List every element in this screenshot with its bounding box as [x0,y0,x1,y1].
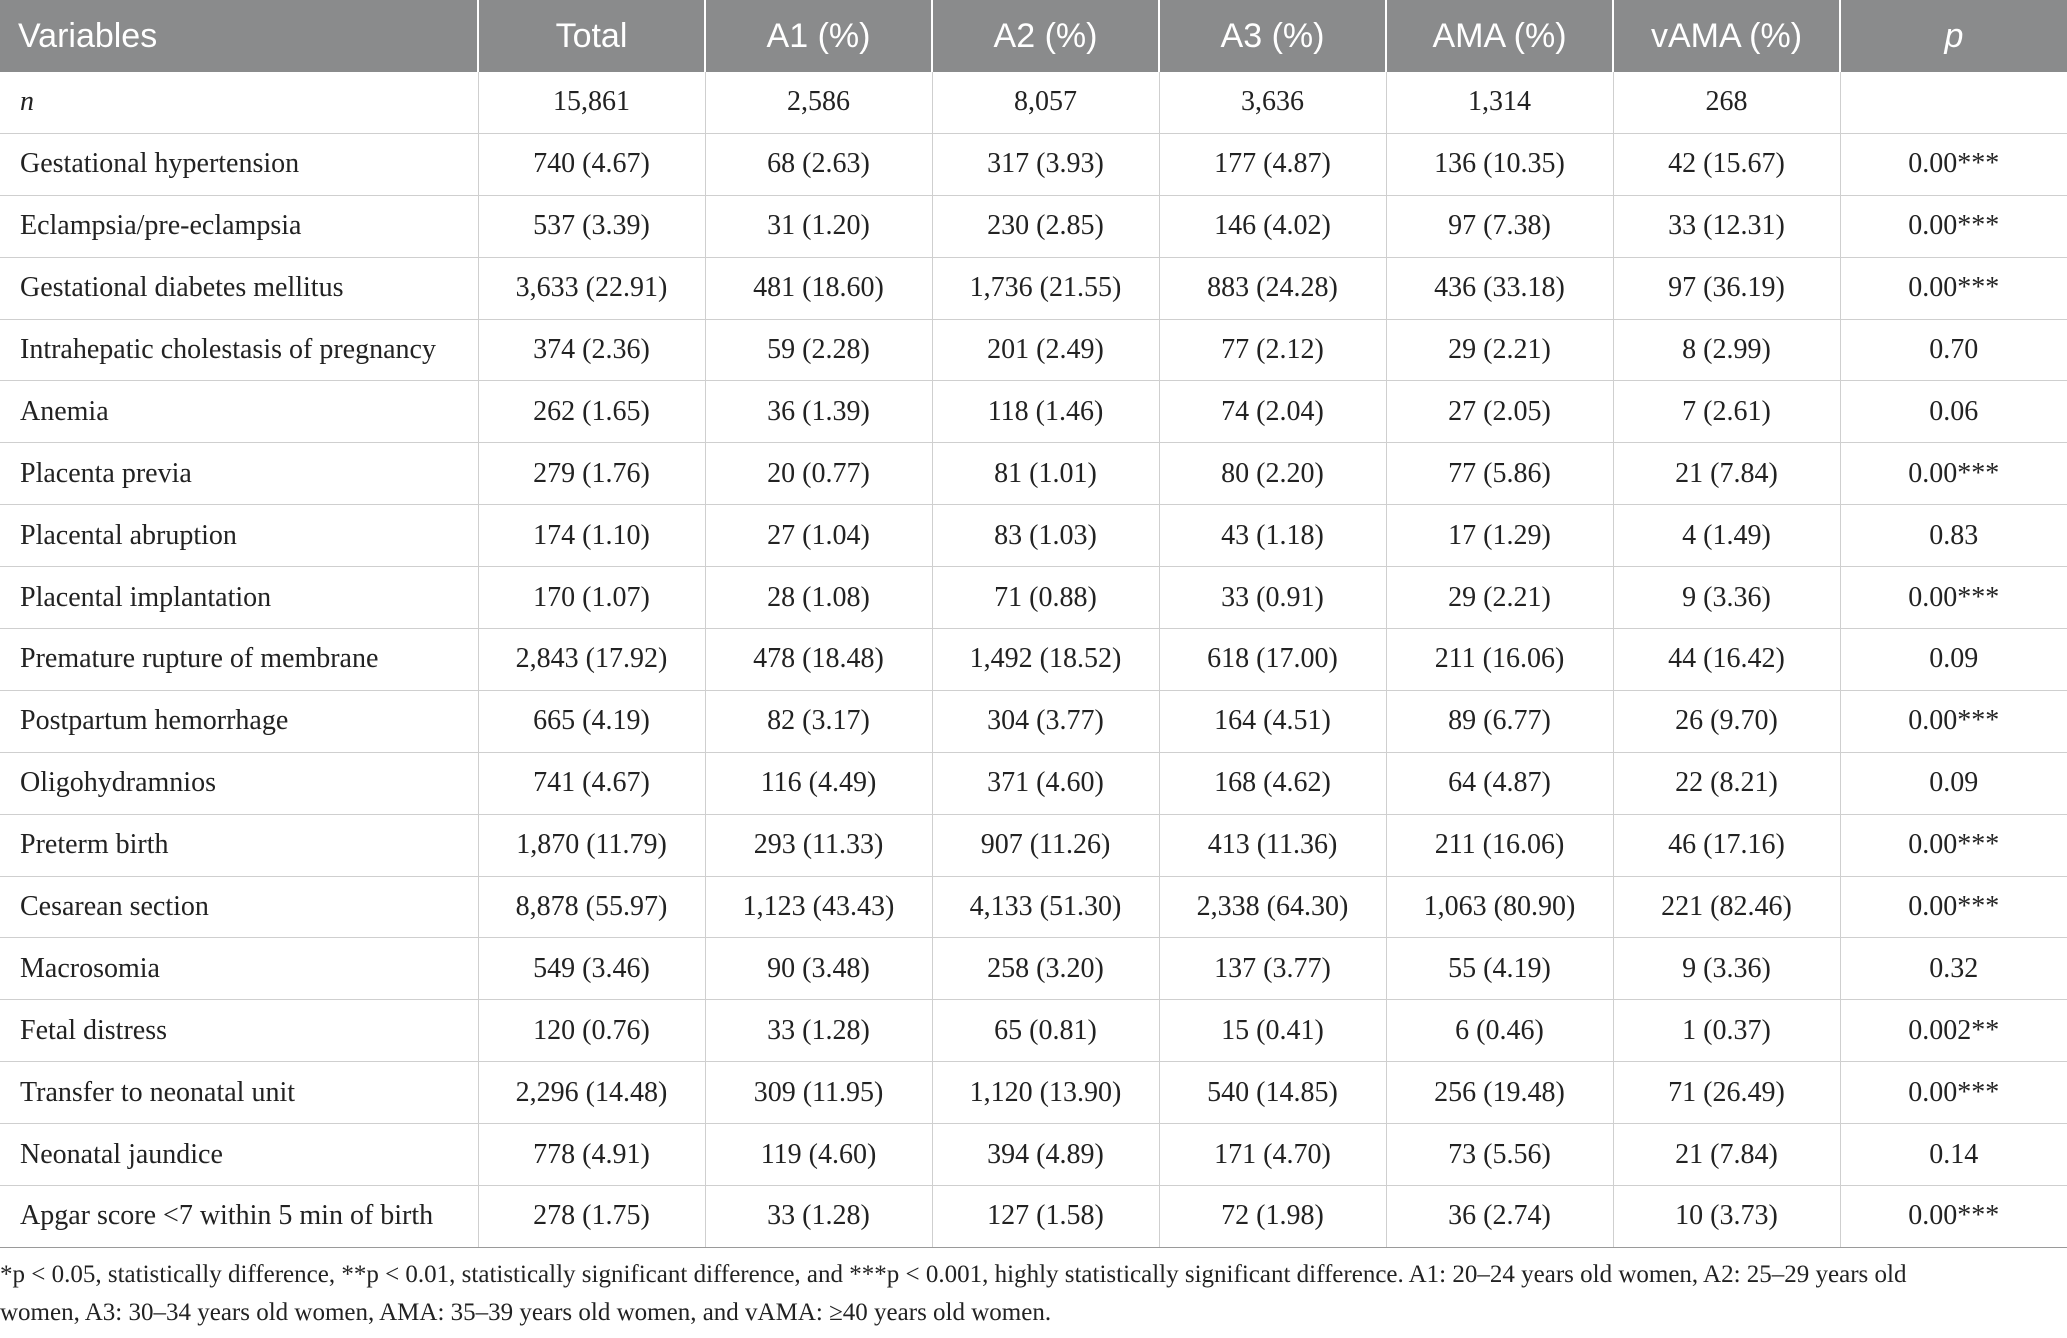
table-cell: 1,120 (13.90) [932,1062,1159,1124]
row-label: Neonatal jaundice [0,1124,478,1186]
table-row [0,72,2067,133]
table-cell: 77 (5.86) [1386,443,1613,505]
table-cell: 59 (2.28) [705,319,932,381]
table-cell: 33 (12.31) [1613,195,1840,257]
table-cell: 278 (1.75) [478,1186,705,1248]
table-cell: 309 (11.95) [705,1062,932,1124]
table-row [0,319,2067,381]
table-cell: 371 (4.60) [932,752,1159,814]
table-cell: 137 (3.77) [1159,938,1386,1000]
table-cell: 211 (16.06) [1386,629,1613,691]
table-cell: 127 (1.58) [932,1186,1159,1248]
table-footnote [0,1256,2050,1332]
table-cell: 436 (33.18) [1386,257,1613,319]
table-cell: 211 (16.06) [1386,814,1613,876]
row-label: n [0,72,478,133]
table-cell: 171 (4.70) [1159,1124,1386,1186]
table-cell: 8,057 [932,72,1159,133]
table-cell: 279 (1.76) [478,443,705,505]
column-header-4: A3 (%) [1159,0,1386,72]
column-header-5: AMA (%) [1386,0,1613,72]
table-cell: 0.00*** [1840,876,2067,938]
table-cell: 2,338 (64.30) [1159,876,1386,938]
table-cell: 537 (3.39) [478,195,705,257]
table-cell: 64 (4.87) [1386,752,1613,814]
table-row [0,567,2067,629]
table-cell: 1 (0.37) [1613,1000,1840,1062]
table-cell: 4 (1.49) [1613,505,1840,567]
table-cell: 119 (4.60) [705,1124,932,1186]
table-cell: 293 (11.33) [705,814,932,876]
table-cell: 394 (4.89) [932,1124,1159,1186]
column-header-3: A2 (%) [932,0,1159,72]
row-label: Placental implantation [0,567,478,629]
table-cell: 1,736 (21.55) [932,257,1159,319]
table-cell: 778 (4.91) [478,1124,705,1186]
table-cell: 116 (4.49) [705,752,932,814]
table-row [0,1062,2067,1124]
table-cell: 540 (14.85) [1159,1062,1386,1124]
column-header-6: vAMA (%) [1613,0,1840,72]
table-cell: 33 (1.28) [705,1000,932,1062]
table-cell: 1,123 (43.43) [705,876,932,938]
table-cell: 9 (3.36) [1613,567,1840,629]
table-cell: 1,063 (80.90) [1386,876,1613,938]
table-cell: 478 (18.48) [705,629,932,691]
table-cell: 22 (8.21) [1613,752,1840,814]
table-cell: 82 (3.17) [705,690,932,752]
table-cell: 43 (1.18) [1159,505,1386,567]
table-cell: 883 (24.28) [1159,257,1386,319]
table-cell: 0.002** [1840,1000,2067,1062]
table-cell: 97 (36.19) [1613,257,1840,319]
footnote-line-1: *p < 0.05, statistically difference, **p < 0.01, statistically significant difference, and ***p < 0.001, highly statistically significant difference. A1: 20–24 years old women, A2: 25–29 years old [0,1261,1907,1288]
table-cell: 0.70 [1840,319,2067,381]
table-cell: 549 (3.46) [478,938,705,1000]
row-label: Eclampsia/pre-eclampsia [0,195,478,257]
table-row [0,938,2067,1000]
table-cell: 268 [1613,72,1840,133]
table-cell: 0.00*** [1840,195,2067,257]
table-row [0,876,2067,938]
table-cell [1840,72,2067,133]
table-cell: 89 (6.77) [1386,690,1613,752]
table-row [0,195,2067,257]
table-cell: 42 (15.67) [1613,133,1840,195]
row-label: Fetal distress [0,1000,478,1062]
table-row [0,814,2067,876]
row-label: Oligohydramnios [0,752,478,814]
table-cell: 0.14 [1840,1124,2067,1186]
table-row [0,629,2067,691]
table-cell: 221 (82.46) [1613,876,1840,938]
table-cell: 258 (3.20) [932,938,1159,1000]
table-cell: 21 (7.84) [1613,1124,1840,1186]
table-cell: 33 (1.28) [705,1186,932,1248]
table-cell: 0.00*** [1840,1186,2067,1248]
table-cell: 90 (3.48) [705,938,932,1000]
column-header-2: A1 (%) [705,0,932,72]
table-cell: 46 (17.16) [1613,814,1840,876]
table-row [0,752,2067,814]
table-cell: 80 (2.20) [1159,443,1386,505]
table-cell: 2,843 (17.92) [478,629,705,691]
table-cell: 0.00*** [1840,814,2067,876]
table-cell: 136 (10.35) [1386,133,1613,195]
table-cell: 72 (1.98) [1159,1186,1386,1248]
table-body [0,72,2067,1247]
table-cell: 0.00*** [1840,567,2067,629]
table-cell: 73 (5.56) [1386,1124,1613,1186]
table-cell: 741 (4.67) [478,752,705,814]
table-cell: 256 (19.48) [1386,1062,1613,1124]
table-cell: 71 (0.88) [932,567,1159,629]
table-cell: 26 (9.70) [1613,690,1840,752]
row-label: Apgar score <7 within 5 min of birth [0,1186,478,1248]
table-cell: 0.83 [1840,505,2067,567]
table-cell: 44 (16.42) [1613,629,1840,691]
table-cell: 29 (2.21) [1386,319,1613,381]
table-row [0,1186,2067,1248]
table-cell: 481 (18.60) [705,257,932,319]
table-cell: 9 (3.36) [1613,938,1840,1000]
table-cell: 0.09 [1840,752,2067,814]
row-label: Intrahepatic cholestasis of pregnancy [0,319,478,381]
table-cell: 21 (7.84) [1613,443,1840,505]
column-header-1: Total [478,0,705,72]
table-cell: 55 (4.19) [1386,938,1613,1000]
row-label: Anemia [0,381,478,443]
row-label: Placental abruption [0,505,478,567]
table-cell: 120 (0.76) [478,1000,705,1062]
table-cell: 97 (7.38) [1386,195,1613,257]
table-cell: 33 (0.91) [1159,567,1386,629]
table-cell: 15 (0.41) [1159,1000,1386,1062]
table-cell: 1,492 (18.52) [932,629,1159,691]
table-cell: 8 (2.99) [1613,319,1840,381]
table-cell: 20 (0.77) [705,443,932,505]
table-cell: 0.00*** [1840,690,2067,752]
column-header-0: Variables [0,0,478,72]
table-cell: 36 (2.74) [1386,1186,1613,1248]
header-row [0,0,2067,72]
row-label: Macrosomia [0,938,478,1000]
row-label: Placenta previa [0,443,478,505]
table-cell: 6 (0.46) [1386,1000,1613,1062]
table-cell: 374 (2.36) [478,319,705,381]
table-cell: 118 (1.46) [932,381,1159,443]
table-cell: 740 (4.67) [478,133,705,195]
table-cell: 0.00*** [1840,257,2067,319]
table-cell: 27 (1.04) [705,505,932,567]
table-cell: 29 (2.21) [1386,567,1613,629]
row-label: Transfer to neonatal unit [0,1062,478,1124]
table-cell: 7 (2.61) [1613,381,1840,443]
table-cell: 0.00*** [1840,133,2067,195]
table-cell: 413 (11.36) [1159,814,1386,876]
table-cell: 28 (1.08) [705,567,932,629]
row-label: Premature rupture of membrane [0,629,478,691]
table-row [0,443,2067,505]
table-row [0,690,2067,752]
table-cell: 10 (3.73) [1613,1186,1840,1248]
table-cell: 665 (4.19) [478,690,705,752]
table-cell: 36 (1.39) [705,381,932,443]
table-row [0,1124,2067,1186]
table-cell: 0.09 [1840,629,2067,691]
table-cell: 4,133 (51.30) [932,876,1159,938]
table-row [0,1000,2067,1062]
table-cell: 317 (3.93) [932,133,1159,195]
table-cell: 0.00*** [1840,443,2067,505]
row-label: Postpartum hemorrhage [0,690,478,752]
table-cell: 1,870 (11.79) [478,814,705,876]
table-cell: 2,586 [705,72,932,133]
table-cell: 2,296 (14.48) [478,1062,705,1124]
table-cell: 71 (26.49) [1613,1062,1840,1124]
table-cell: 31 (1.20) [705,195,932,257]
table-cell: 77 (2.12) [1159,319,1386,381]
table-cell: 164 (4.51) [1159,690,1386,752]
table-cell: 0.32 [1840,938,2067,1000]
table-cell: 304 (3.77) [932,690,1159,752]
table-cell: 74 (2.04) [1159,381,1386,443]
table-cell: 15,861 [478,72,705,133]
table-cell: 177 (4.87) [1159,133,1386,195]
table-cell: 81 (1.01) [932,443,1159,505]
table-cell: 0.00*** [1840,1062,2067,1124]
table-cell: 146 (4.02) [1159,195,1386,257]
table-cell: 1,314 [1386,72,1613,133]
table-cell: 0.06 [1840,381,2067,443]
table-cell: 618 (17.00) [1159,629,1386,691]
table-cell: 3,636 [1159,72,1386,133]
row-label: Gestational diabetes mellitus [0,257,478,319]
table-row [0,133,2067,195]
table-cell: 168 (4.62) [1159,752,1386,814]
table-cell: 170 (1.07) [478,567,705,629]
table-row [0,257,2067,319]
row-label: Cesarean section [0,876,478,938]
table-cell: 230 (2.85) [932,195,1159,257]
table-cell: 83 (1.03) [932,505,1159,567]
table-cell: 17 (1.29) [1386,505,1613,567]
footnote-line-2: women, A3: 30–34 years old women, AMA: 35–39 years old women, and vAMA: ≥40 years old women. [0,1299,1052,1326]
table-cell: 65 (0.81) [932,1000,1159,1062]
table-cell: 262 (1.65) [478,381,705,443]
row-label: Preterm birth [0,814,478,876]
table-cell: 174 (1.10) [478,505,705,567]
row-label: Gestational hypertension [0,133,478,195]
table-cell: 201 (2.49) [932,319,1159,381]
table-cell: 27 (2.05) [1386,381,1613,443]
table-cell: 68 (2.63) [705,133,932,195]
table-row [0,505,2067,567]
table-cell: 907 (11.26) [932,814,1159,876]
table-cell: 3,633 (22.91) [478,257,705,319]
table-row [0,381,2067,443]
table-cell: 8,878 (55.97) [478,876,705,938]
column-header-7: p [1840,0,2067,72]
